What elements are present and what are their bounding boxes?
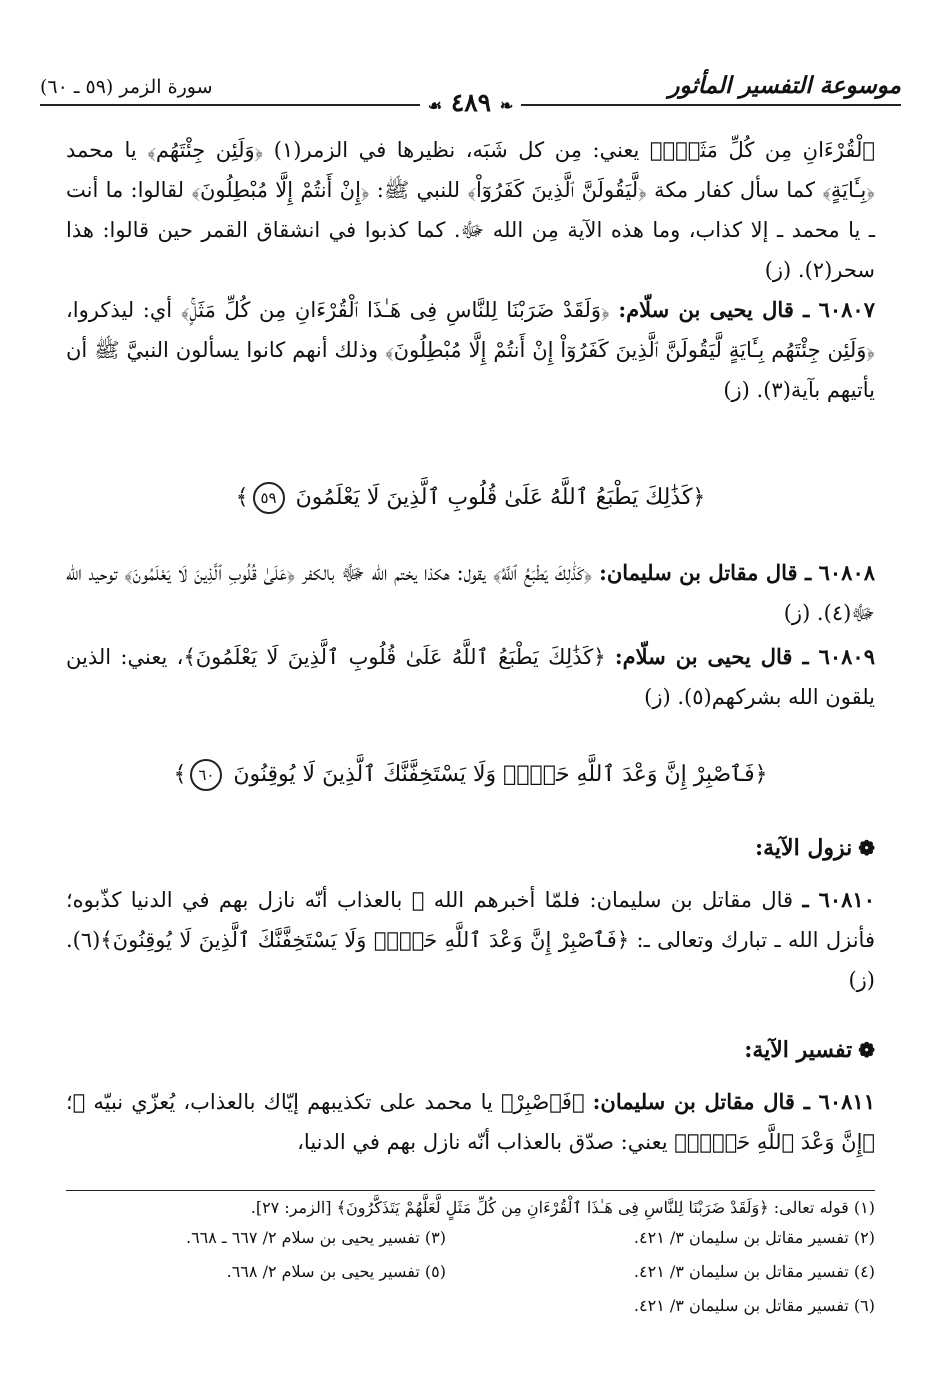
ayah-number-badge: ٦٠ xyxy=(190,759,222,791)
verse-close-bracket: ﴾ xyxy=(235,485,249,510)
page-number-box xyxy=(420,88,521,117)
ornament-right-icon: ☙ xyxy=(427,96,443,115)
flower-icon: ❁ xyxy=(858,836,875,860)
footnote-separator xyxy=(66,1190,875,1191)
verse-text: ﴿فَٱصْبِرْ إِنَّ وَعْدَ ٱللَّهِ حَقٌّۖ وَلَا يَسْتَخِفَّنَّكَ ٱلَّذِينَ لَا يُوقِنُونَ xyxy=(233,762,768,787)
verse-text: ﴿كَذَٰلِكَ يَطْبَعُ ٱللَّهُ عَلَىٰ قُلُوبِ ٱلَّذِينَ لَا يَعْلَمُونَ xyxy=(295,485,706,510)
narration-text: ﴿كَذَٰلِكَ يَطْبَعُ ٱللَّهُ عَلَىٰ قُلُوبِ ٱلَّذِينَ لَا يَعْلَمُونَ﴾، يعني: الذين يلقون الله بشركهم(٥). (ز) xyxy=(66,645,875,709)
narration-60809 xyxy=(66,637,875,717)
footnote-4: (٤) تفسير مقاتل بن سليمان ٣/ ٤٢١. xyxy=(633,1262,875,1281)
narration-60807 xyxy=(66,290,875,410)
narration-text: ﴿فَٱصْبِرْ﴾ يا محمد على تكذيبهم إيّاك بالعذاب، يُعزّي نبيّه ﷺ؛ ﴿إِنَّ وَعْدَ ٱللَّهِ حَقٌّۖ﴾ يعني: صدّق بالعذاب أنّه نازل بهم في الدنيا، xyxy=(66,1090,875,1154)
page-number: ٤٨٩ xyxy=(450,88,492,117)
verse-60 xyxy=(66,755,875,795)
narration-60810 xyxy=(66,880,875,1000)
verse-59 xyxy=(66,478,875,518)
verse-close-bracket: ﴾ xyxy=(173,762,187,787)
narration-60808 xyxy=(66,553,875,633)
flower-icon: ❁ xyxy=(858,1038,875,1062)
ayah-number-badge: ٥٩ xyxy=(253,482,285,514)
narration-text: ﴿كَذَٰلِكَ يَطْبَعُ ٱللَّهُ﴾ يقول: هكذا يختم الله ﷻ بالكفر ﴿عَلَىٰ قُلُوبِ ٱلَّذِينَ لَا يَعْلَمُونَ﴾ توحيد الله ﷻ(٤). (ز) xyxy=(66,561,875,625)
paragraph-continuation xyxy=(66,130,875,290)
narration-head: ٦٠٨٠٨ ـ قال مقاتل بن سليمان: xyxy=(599,560,876,585)
footnote-6: (٦) تفسير مقاتل بن سليمان ٣/ ٤٢١. xyxy=(633,1296,875,1315)
paragraph-text: ٱلْقُرْءَانِ مِن كُلِّ مَثَلٍۚ﴾ يعني: مِن كل شَبَه، نظيرها في الزمر(١) ﴿وَلَئِن جِئْتَهُم﴾ يا محمد ﴿بِـَٔايَةٍ﴾ كما سأل كفار مكة ﴿لَّيَقُولَنَّ ٱلَّذِينَ كَفَرُوٓاْ﴾ للنبي ﷺ: ﴿إِنْ أَنتُمْ إِلَّا مُبْطِلُونَ﴾ لقالوا: ما أنت ـ يا محمد ـ إلا كذاب، وما هذه الآية مِن الله ﷻ. كما كذبوا في انشقاق القمر حين قالوا: هذا سحر(٢). (ز) xyxy=(66,138,876,282)
footnote-2: (٢) تفسير مقاتل بن سليمان ٣/ ٤٢١. xyxy=(633,1228,875,1247)
narration-head: ٦٠٨٠٧ ـ قال يحيى بن سلّام: xyxy=(618,297,875,322)
narration-60811 xyxy=(66,1082,875,1162)
section-heading-tafsir: ❁تفسير الآية: xyxy=(744,1037,875,1063)
narration-head: ٦٠٨١٠ ـ xyxy=(802,887,875,912)
ornament-left-icon: ❧ xyxy=(499,96,514,115)
footnote-1: (١) قوله تعالى: ﴿وَلَقَدْ ضَرَبْنَا لِلنَّاسِ فِى هَـٰذَا ٱلْقُرْءَانِ مِن كُلِّ مَثَلٍ لَّعَلَّهُمْ يَتَذَكَّرُونَ﴾ [الزمر: ٢٧]. xyxy=(250,1198,875,1217)
book-title: موسوعة التفسير المأثور xyxy=(668,72,901,99)
footnote-5: (٥) تفسير يحيى بن سلام ٢/ ٦٦٨. xyxy=(226,1262,446,1281)
page-header xyxy=(40,68,901,117)
narration-text: قال مقاتل بن سليمان: فلمّا أخبرهم الله ﷻ بالعذاب أنّه نازل بهم في الدنيا كذّبوه؛ فأنزل الله ـ تبارك وتعالى ـ: ﴿فَٱصْبِرْ إِنَّ وَعْدَ ٱللَّهِ حَقٌّۖ وَلَا يَسْتَخِفَّنَّكَ ٱلَّذِينَ لَا يُوقِنُونَ﴾(٦). (ز) xyxy=(66,888,875,992)
narration-head: ٦٠٨١١ ـ قال مقاتل بن سليمان: xyxy=(592,1089,875,1114)
footnote-3: (٣) تفسير يحيى بن سلام ٢/ ٦٦٧ ـ ٦٦٨. xyxy=(185,1228,446,1247)
narration-text: ﴿وَلَقَدْ ضَرَبْنَا لِلنَّاسِ فِى هَـٰذَا ٱلْقُرْءَانِ مِن كُلِّ مَثَلٍۚ﴾ أي: ليذكروا، ﴿وَلَئِن جِئْتَهُم بِـَٔايَةٍ لَّيَقُولَنَّ ٱلَّذِينَ كَفَرُوٓاْ إِنْ أَنتُمْ إِلَّا مُبْطِلُونَ﴾ وذلك أنهم كانوا يسألون النبيَّ ﷺ أن يأتيهم بآية(٣). (ز) xyxy=(66,298,875,402)
narration-head: ٦٠٨٠٩ ـ قال يحيى بن سلّام: xyxy=(614,644,875,669)
section-heading-revelation: ❁نزول الآية: xyxy=(755,835,875,861)
surah-reference: سورة الزمر (٥٩ ـ ٦٠) xyxy=(40,76,213,98)
